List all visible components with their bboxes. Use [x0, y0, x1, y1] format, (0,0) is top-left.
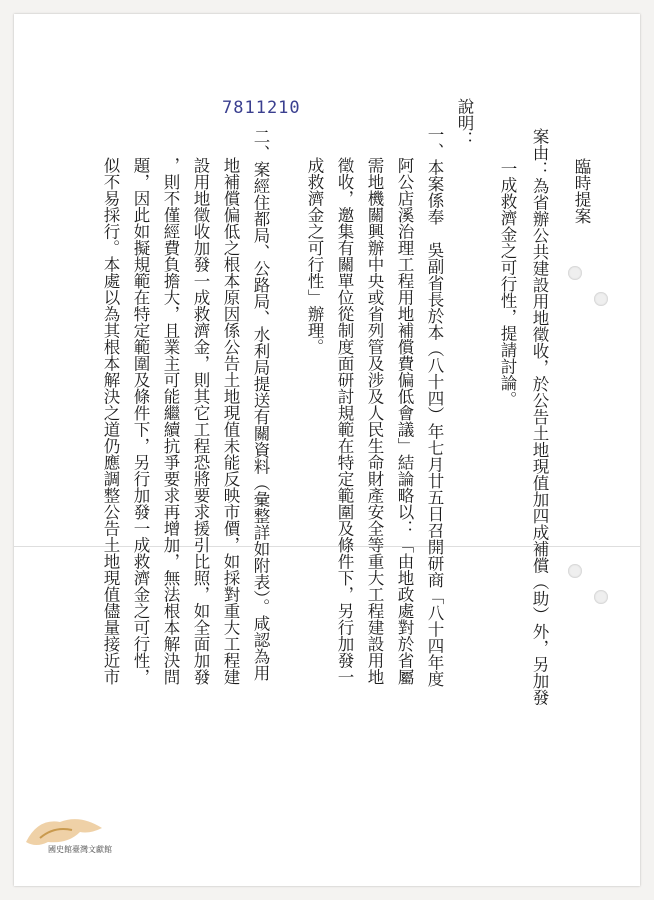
text-column: 成救濟金之可行性」辦理。	[305, 157, 324, 355]
punch-hole	[594, 292, 608, 306]
text-column: 徵收，邀集有關單位從制度面研討規範在特定範圍及條件下，另行加發一	[335, 157, 354, 685]
document-number-stamp: 7811210	[222, 98, 301, 118]
archive-logo-text: 國史館臺灣文獻館	[48, 845, 112, 854]
punch-hole	[594, 590, 608, 604]
text-column: 似不易採行。本處以為其根本解決之道仍應調整公告土地現值儘量接近市	[101, 157, 120, 685]
text-column: 設用地徵收加發一成救濟金，則其它工程恐將要求援引比照，如全面加發	[191, 157, 210, 685]
text-column: 說明：	[455, 98, 474, 148]
text-column: ，則不僅經費負擔大，且業主可能繼續抗爭要求再增加，無法根本解決問	[161, 157, 180, 685]
text-column: 需地機關興辦中央或省列管及涉及人民生命財產安全等重大工程建設用地	[365, 157, 384, 685]
text-column: 一成救濟金之可行性，提請討論。	[498, 160, 517, 408]
text-column: 題，因此如擬規範在特定範圍及條件下，另行加發一成救濟金之可行性，	[131, 157, 150, 685]
punch-hole	[568, 564, 582, 578]
text-column: 地補償偏低之根本原因係公告土地現值未能反映市價，如採對重大工程建	[221, 157, 240, 685]
text-column: 案由：為省辦公共建設用地徵收，於公告土地現值加四成補償（助）外，另加發	[530, 128, 549, 706]
document-title: 臨時提案	[572, 158, 591, 224]
text-column: 阿公店溪治理工程用地補償費偏低會議」結論略以：「由地政處對於省屬	[395, 157, 414, 685]
text-column: 二、案經住都局、公路局、水利局提送有關資料（彙整詳如附表）。咸認為用	[251, 128, 270, 681]
punch-hole	[568, 266, 582, 280]
text-column: 一、本案係奉 吳副省長於本（八十四）年七月廿五日召開研商「八十四年度	[425, 126, 444, 687]
